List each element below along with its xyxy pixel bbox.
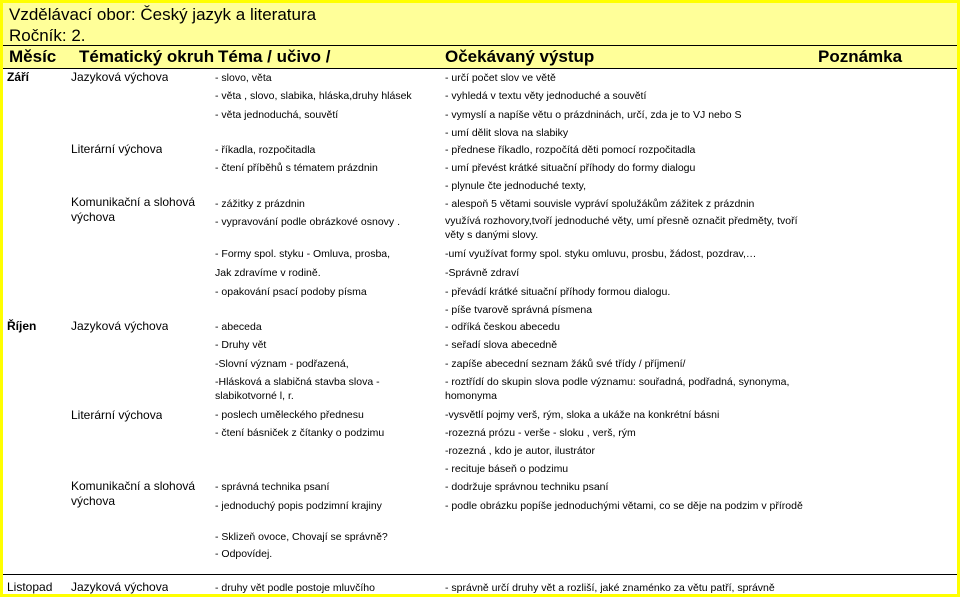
area-cell: Komunikační a slohová výchova	[71, 195, 196, 224]
topic-cell: - správná technika psaní	[215, 481, 330, 493]
topic-cell: - abeceda	[215, 321, 262, 333]
outcome-cell: -rozezná prózu - verše - sloku , verš, rým	[445, 427, 636, 439]
month-cell: Říjen	[7, 319, 37, 333]
topic-cell: -Slovní význam - podřazená,	[215, 358, 349, 370]
outcome-cell: - odříká českou abecedu	[445, 321, 560, 333]
topic-cell: - zážitky z prázdnin	[215, 198, 305, 210]
outcome-cell: -Správně zdraví	[445, 267, 520, 279]
column-header-outcome: Očekávaný výstup	[445, 47, 595, 66]
outcome-cell: - plynule čte jednoduché texty,	[445, 180, 587, 192]
outcome-cell: - zapíše abecední seznam žáků své třídy / příjmení/	[445, 358, 686, 370]
topic-cell: - slovo, věta	[215, 72, 272, 84]
column-header-topic: Téma / učivo /	[218, 47, 331, 66]
area-cell: Komunikační a slohová výchova	[71, 479, 196, 508]
header-bottom-rule	[3, 68, 957, 69]
grade-label: Ročník: 2.	[9, 26, 86, 45]
outcome-cell: - převádí krátké situační příhody formou dialogu.	[445, 286, 671, 298]
topic-cell: - vypravování podle obrázkové osnovy .	[215, 216, 401, 228]
area-cell: Jazyková výchova	[71, 319, 169, 333]
area-cell: Jazyková výchova	[71, 580, 169, 594]
topic-cell: - poslech uměleckého přednesu	[215, 409, 364, 421]
header-divider	[3, 45, 957, 46]
topic-cell: - říkadla, rozpočitadla	[215, 144, 316, 156]
outcome-cell: - umí převést krátké situační příhody do formy dialogu	[445, 162, 696, 174]
topic-cell: - jednoduchý popis podzimní krajiny	[215, 500, 382, 512]
outcome-cell: -vysvětlí pojmy verš, rým, sloka a ukáže na konkrétní básni	[445, 409, 720, 421]
topic-cell: - Sklizeň ovoce, Chovají se správně? - Odpovídej.	[215, 531, 388, 560]
outcome-cell: -rozezná , kdo je autor, ilustrátor	[445, 445, 595, 457]
month-divider	[3, 574, 957, 575]
column-header-note: Poznámka	[818, 47, 903, 66]
outcome-cell: -umí využívat formy spol. styku omluvu, prosbu, žádost, pozdrav,…	[445, 248, 757, 260]
outcome-cell: - píše tvarově správná písmena	[445, 304, 593, 316]
outcome-cell: - správně určí druhy vět a rozliší, jaké znaménko za větu patří, správně	[445, 582, 775, 594]
topic-cell: -Hlásková a slabičná stavba slova - slabikotvorné l, r.	[215, 376, 380, 402]
outcome-cell: - určí počet slov ve větě	[445, 72, 556, 84]
topic-cell: - Formy spol. styku - Omluva, prosba,	[215, 248, 391, 260]
outcome-cell: - dodržuje správnou techniku psaní	[445, 481, 609, 493]
outcome-cell: - přednese říkadlo, rozpočítá děti pomocí rozpočitadla	[445, 144, 696, 156]
topic-cell: - čtení básniček z čítanky o podzimu	[215, 427, 385, 439]
outcome-cell: - podle obrázku popíše jednoduchými větami, co se děje na podzim v přírodě	[445, 500, 803, 512]
topic-cell: - věta jednoduchá, souvětí	[215, 109, 339, 121]
outcome-cell: - umí dělit slova na slabiky	[445, 127, 569, 139]
topic-cell: - věta , slovo, slabika, hláska,druhy hlásek	[215, 90, 412, 102]
area-cell: Literární výchova	[71, 142, 163, 156]
outcome-cell: - vymyslí a napíše větu o prázdninách, určí, zda je to VJ nebo S	[445, 109, 742, 121]
outcome-cell: - vyhledá v textu věty jednoduché a souvětí	[445, 90, 647, 102]
outcome-cell: - seřadí slova abecedně	[445, 339, 558, 351]
document-title: Vzdělávací obor: Český jazyk a literatura	[9, 5, 317, 24]
area-cell: Jazyková výchova	[71, 70, 169, 84]
outcome-cell: - alespoň 5 větami souvisle vypráví spolužákům zážitek z prázdnin	[445, 198, 755, 210]
outcome-cell: využívá rozhovory,tvoří jednoduché věty, umí přesně označit předměty, tvoří věty s danými slovy.	[445, 215, 798, 241]
topic-cell: - čtení příběhů s tématem prázdnin	[215, 162, 378, 174]
column-header-month: Měsíc	[9, 47, 57, 66]
topic-cell: - Druhy vět	[215, 339, 267, 351]
outcome-cell: - recituje báseň o podzimu	[445, 463, 569, 475]
area-cell: Literární výchova	[71, 408, 163, 422]
month-cell: Listopad	[7, 580, 53, 594]
month-cell: Září	[7, 70, 30, 84]
column-header-area: Tématický okruh	[79, 47, 215, 66]
header-area	[3, 3, 957, 69]
topic-cell: Jak zdravíme v rodině.	[215, 267, 321, 279]
outcome-cell: - roztřídí do skupin slova podle významu: souřadná, podřadná, synonyma, homonyma	[445, 376, 790, 402]
topic-cell: - opakování psací podoby písma	[215, 286, 367, 298]
topic-cell: - druhy vět podle postoje mluvčího	[215, 582, 375, 594]
